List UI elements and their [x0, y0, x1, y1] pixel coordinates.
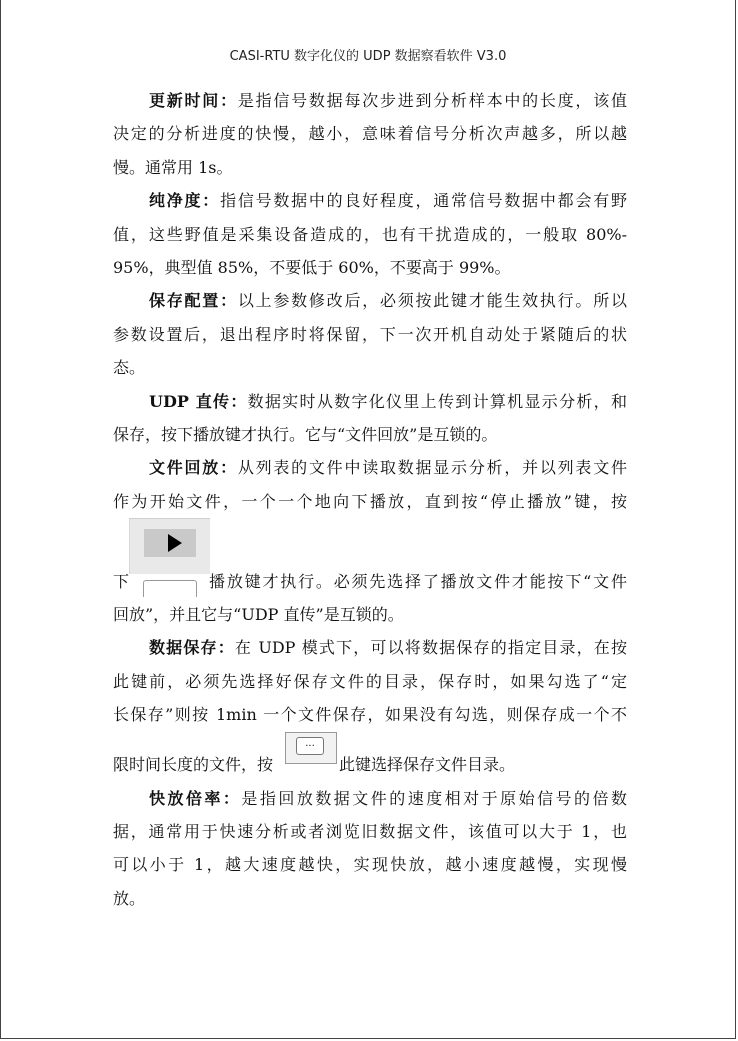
- paragraph-line: 长保存”则按 1min 一个文件保存，如果没有勾选，则保存成一个不: [113, 705, 627, 725]
- paragraph-line: 据，通常用于快速分析或者浏览旧数据文件，该值可以大于 1，也: [113, 822, 627, 842]
- paragraph-line: 快放倍率：是指回放数据文件的速度相对于原始信号的倍数: [149, 788, 627, 808]
- play-icon: [168, 534, 182, 552]
- paragraph-line: 此键前，必须先选择好保存文件的目录，保存时，如果勾选了“定: [113, 671, 627, 691]
- paragraph-line: 回放”，并且它与“UDP 直传”是互锁的。: [113, 605, 404, 625]
- play-button[interactable]: [129, 518, 210, 574]
- document-body: [113, 84, 627, 915]
- paragraph-line: 保存配置：以上参数修改后，必须按此键才能生效执行。所以: [149, 291, 627, 311]
- term-purity: 纯净度：: [149, 191, 221, 211]
- page-header: CASI-RTU 数字化仪的 UDP 数据察看软件 V3.0: [229, 49, 507, 64]
- paragraph-line: 保存，按下播放键才执行。它与“文件回放”是互锁的。: [113, 424, 498, 444]
- paragraph-line: UDP 直传：数据实时从数字化仪里上传到计算机显示分析，和: [149, 391, 627, 411]
- term-udp-direct: UDP 直传：: [149, 391, 248, 411]
- term-save-config: 保存配置：: [149, 291, 238, 311]
- paragraph-line-with-button: 限时间长度的文件，按 ... 此键选择保存文件目录。: [113, 732, 627, 782]
- paragraph-line: 数据保存：在 UDP 模式下，可以将数据保存的指定目录，在按: [149, 638, 627, 658]
- paragraph-line: 参数设置后，退出程序时将保留，下一次开机自动处于紧随后的状: [113, 324, 627, 344]
- paragraph-line: 文件回放：从列表的文件中读取数据显示分析，并以列表文件: [149, 458, 627, 478]
- browse-folder-button[interactable]: ...: [285, 732, 337, 764]
- term-data-save: 数据保存：: [149, 638, 235, 658]
- paragraph-line: 态。: [113, 358, 146, 378]
- paragraph-line: 更新时间：是指信号数据每次步进到分析样本中的长度，该值: [149, 91, 627, 110]
- term-speed-ratio: 快放倍率：: [149, 788, 242, 808]
- paragraph-line: 作为开始文件，一个一个地向下播放，直到按“停止播放”键，按: [113, 491, 627, 511]
- paragraph-line: 值，这些野值是采集设备造成的，也有干扰造成的，一般取 80%-: [113, 224, 627, 244]
- button-outline: [143, 580, 197, 597]
- term-update-time: 更新时间：: [149, 91, 238, 110]
- paragraph-line: 95%，典型值 85%，不要低于 60%，不要高于 99%。: [113, 257, 511, 277]
- paragraph-line: 放。: [113, 888, 146, 908]
- term-file-playback: 文件回放：: [149, 458, 238, 478]
- paragraph-line-with-button: 下 播放键才执行。必须先选择了播放文件才能按下“文件: [113, 518, 627, 598]
- paragraph-line: 纯净度：指信号数据中的良好程度，通常信号数据中都会有野: [149, 191, 627, 211]
- paragraph-line: 可以小于 1，越大速度越快，实现快放，越小速度越慢，实现慢: [113, 855, 627, 875]
- paragraph-line: 慢。通常用 1s。: [113, 157, 233, 177]
- paragraph-line: 决定的分析进度的快慢，越小，意味着信号分析次声越多，所以越: [113, 124, 627, 144]
